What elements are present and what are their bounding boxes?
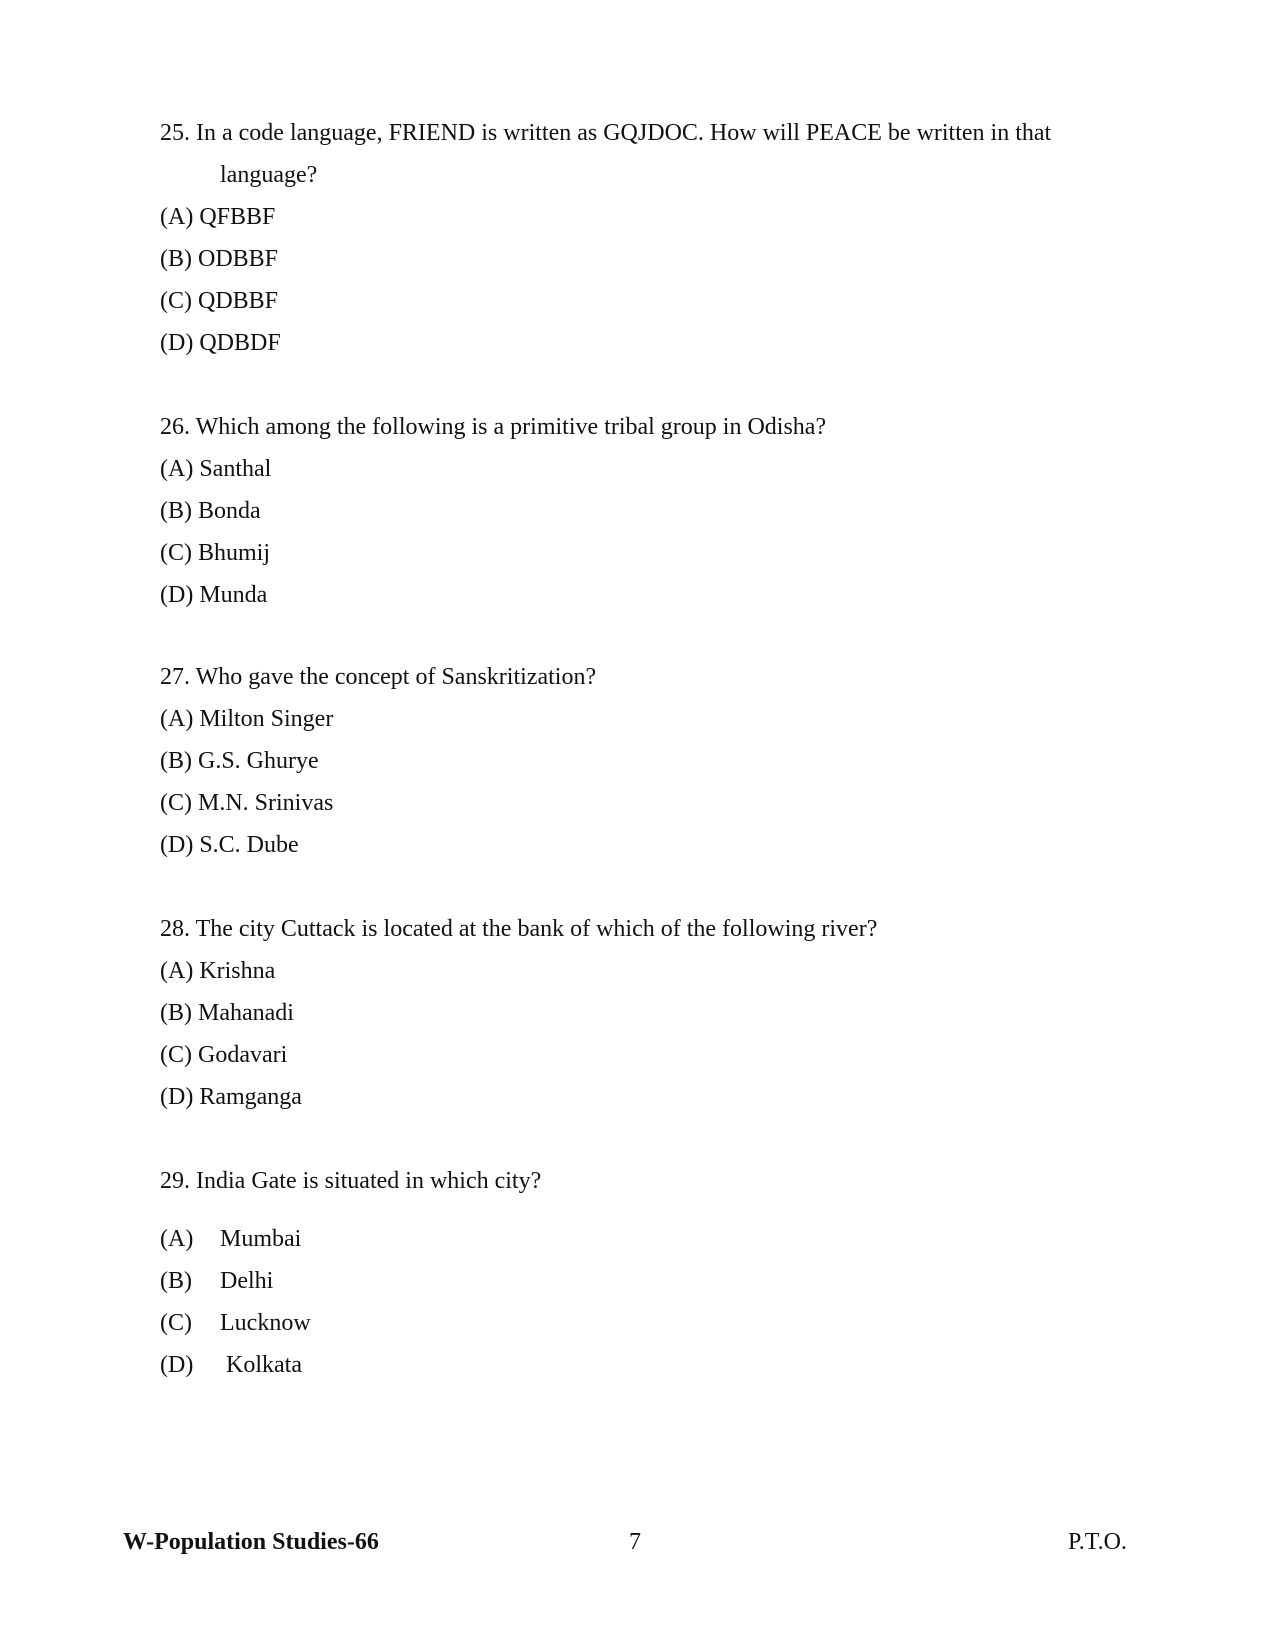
question-29-option-d-text: Kolkata [226, 1352, 302, 1378]
question-26-option-b: (B) Bonda [160, 498, 261, 524]
question-29-option-a-text: Mumbai [220, 1226, 302, 1252]
question-28-option-a: (A) Krishna [160, 958, 276, 984]
question-27-text: 27. Who gave the concept of Sanskritization? [160, 664, 597, 690]
question-29-option-d-label: (D) [160, 1352, 194, 1378]
footer-paper-code: W-Population Studies-66 [123, 1529, 379, 1555]
question-29-option-a-label: (A) [160, 1226, 194, 1252]
question-28-option-b: (B) Mahanadi [160, 1000, 294, 1026]
question-28-text: 28. The city Cuttack is located at the bank of which of the following river? [160, 916, 878, 942]
question-27-option-a: (A) Milton Singer [160, 706, 334, 732]
question-27-option-c: (C) M.N. Srinivas [160, 790, 334, 816]
footer-page-number: 7 [629, 1529, 641, 1555]
question-28-option-d: (D) Ramganga [160, 1084, 302, 1110]
question-25-text: 25. In a code language, FRIEND is written as GQJDOC. How will PEACE be written in that [160, 120, 1052, 146]
question-26-option-d: (D) Munda [160, 582, 268, 608]
question-27-option-d: (D) S.C. Dube [160, 832, 299, 858]
question-28-option-c: (C) Godavari [160, 1042, 288, 1068]
question-25-option-d: (D) QDBDF [160, 330, 281, 356]
question-26-option-a: (A) Santhal [160, 456, 272, 482]
question-27-option-b: (B) G.S. Ghurye [160, 748, 319, 774]
question-25-option-c: (C) QDBBF [160, 288, 279, 314]
question-29-option-c-label: (C) [160, 1310, 192, 1336]
question-25-option-a: (A) QFBBF [160, 204, 276, 230]
footer-pto: P.T.O. [1068, 1529, 1127, 1555]
question-29-option-b-label: (B) [160, 1268, 192, 1294]
question-26-text: 26. Which among the following is a primitive tribal group in Odisha? [160, 414, 827, 440]
question-25-option-b: (B) ODBBF [160, 246, 279, 272]
question-25-text-continued: language? [220, 162, 318, 188]
question-29-text: 29. India Gate is situated in which city? [160, 1168, 542, 1194]
question-29-option-c-text: Lucknow [220, 1310, 311, 1336]
question-29-option-b-text: Delhi [220, 1268, 274, 1294]
question-26-option-c: (C) Bhumij [160, 540, 271, 566]
